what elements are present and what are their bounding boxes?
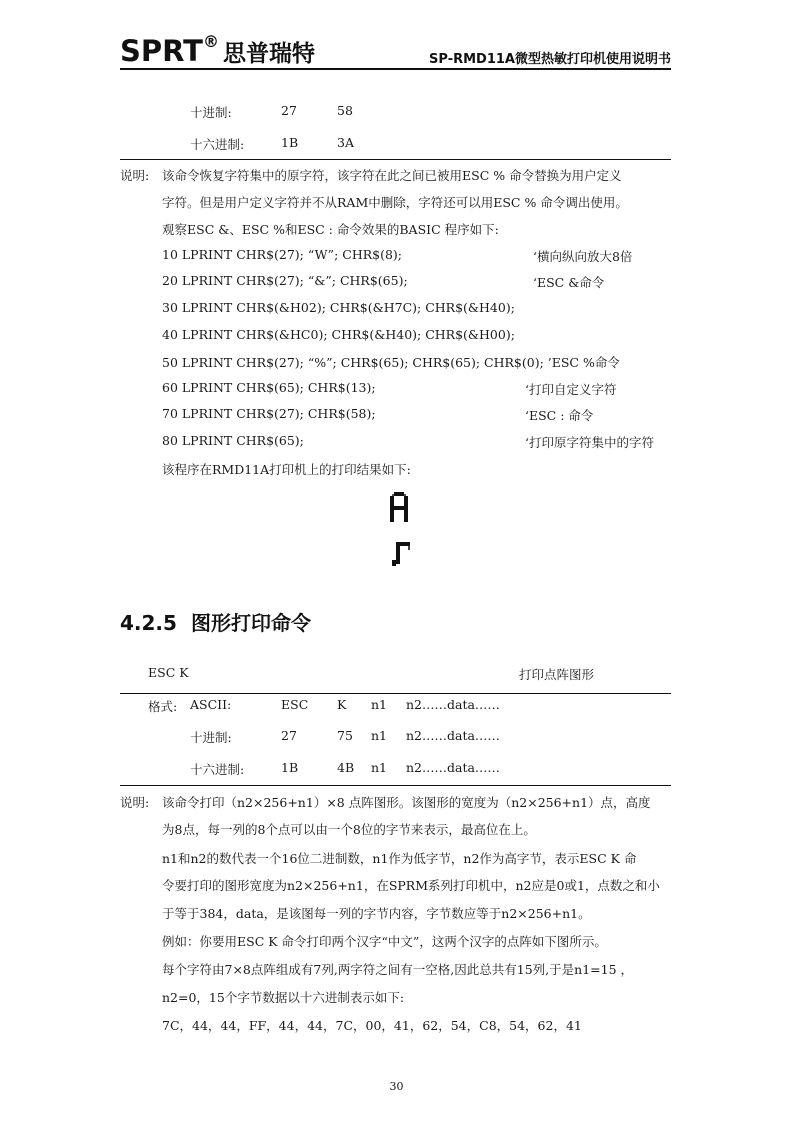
explain-line: 为8点，每一列的8个点可以由一个8位的字节来表示，最高位在上。 [162,822,536,837]
program-line: 10 LPRINT CHR$(27); “W”; CHR$(8); [162,247,403,262]
program-comment: ‘ESC &命令 [533,275,605,290]
explain-line: 该命令恢复字符集中的原字符，该字符在此之间已被用ESC % 命令替换为用户定义 [162,168,622,183]
command-rule [120,693,671,694]
program-comment: ‘打印自定义字符 [525,382,617,397]
program-line: 30 LPRINT CHR$(&H02); CHR$(&H7C); CHR$(&H40); [162,300,515,315]
page-number: 30 [389,1080,404,1093]
hex-value-2: 3A [337,135,354,150]
decimal-col-3: n1 [371,728,388,743]
decimal-value-1: 27 [281,103,297,118]
program-line: 80 LPRINT CHR$(65); [162,433,304,448]
program-line: 20 LPRINT CHR$(27); “&”; CHR$(65); [162,273,408,288]
section-heading: 4.2.5 图形打印命令 [120,611,311,635]
explain-line: 于等于384，data，是该图每一列的字节内容，字节数应等于n2×256+n1。 [162,906,591,921]
explain-lead: 说明: [120,795,150,810]
command-name: ESC K [148,665,189,680]
program-line: 70 LPRINT CHR$(27); CHR$(58); [162,406,376,421]
glyph-custom-icon [392,542,410,566]
ascii-label: ASCII: [190,697,232,712]
brand-logo: SPRT® 思普瑞特 [120,32,315,68]
explain-line: 例如：你要用ESC K 命令打印两个汉字“中文”，这两个汉字的点阵如下图所示。 [162,934,607,949]
explain-line: 令要打印的图形宽度为n2×256+n1，在SPRM系列打印机中，n2应是0或1，点数之和小 [162,878,660,893]
print-result-image [388,490,418,574]
hex-data-line: 7C，44，44，FF，44，44，7C，00，41，62，54，C8，54，62，41 [162,1018,582,1033]
hex-value-1: 1B [281,135,299,150]
ascii-col-1: ESC [281,697,309,712]
decimal-label: 十进制: [190,730,232,745]
explain-line: n2=0，15个字节数据以十六进制表示如下: [162,990,405,1005]
explain-line: 每个字符由7×8点阵组成有7列,两字符之间有一空格,因此总共有15列,于是n1=15 ， [162,962,634,977]
decimal-col-4: n2……data…… [406,728,500,743]
command-description: 打印点阵图形 [519,667,595,682]
table-rule [120,159,671,160]
ascii-col-4: n2……data…… [406,697,500,712]
decimal-col-1: 27 [281,728,297,743]
program-comment: ‘ESC : 命令 [525,408,594,423]
program-comment: ‘打印原字符集中的字符 [525,435,654,450]
decimal-value-2: 58 [337,103,353,118]
hex-col-2: 4B [337,760,355,775]
format-lead: 格式: [148,699,178,714]
glyph-a-icon [390,492,408,522]
ascii-col-2: K [337,697,347,712]
result-caption: 该程序在RMD11A打印机上的打印结果如下: [162,462,411,477]
header-rule [120,68,671,70]
program-line: 60 LPRINT CHR$(65); CHR$(13); [162,380,376,395]
explain-line: 字符。但是用户定义字符并不从RAM中删除，字符还可以用ESC % 命令调出使用。 [162,195,628,210]
hex-col-4: n2……data…… [406,760,500,775]
explain-line: 该命令打印（n2×256+n1）×8 点阵图形。该图形的宽度为（n2×256+n1）点，高度 [162,795,651,810]
hex-label: 十六进制: [190,762,245,777]
program-line: 50 LPRINT CHR$(27); “%”; CHR$(65); CHR$(65); CHR$(0); ’ESC %命令 [162,355,620,370]
decimal-col-2: 75 [337,728,353,743]
hex-col-3: n1 [371,760,388,775]
document-title: SP-RMD11A微型热敏打印机使用说明书 [429,52,671,67]
hex-label: 十六进制: [190,137,245,152]
format-rule [120,785,671,786]
explain-line: 观察ESC &、ESC %和ESC : 命令效果的BASIC 程序如下: [162,222,499,237]
program-comment: ‘横向纵向放大8倍 [533,249,633,264]
hex-col-1: 1B [281,760,299,775]
decimal-label: 十进制: [190,105,232,120]
explain-lead: 说明: [120,168,150,183]
ascii-col-3: n1 [371,697,388,712]
explain-line: n1和n2的数代表一个16位二进制数，n1作为低字节，n2作为高字节，表示ESC K 命 [162,851,637,866]
program-line: 40 LPRINT CHR$(&HC0); CHR$(&H40); CHR$(&H00); [162,327,515,342]
